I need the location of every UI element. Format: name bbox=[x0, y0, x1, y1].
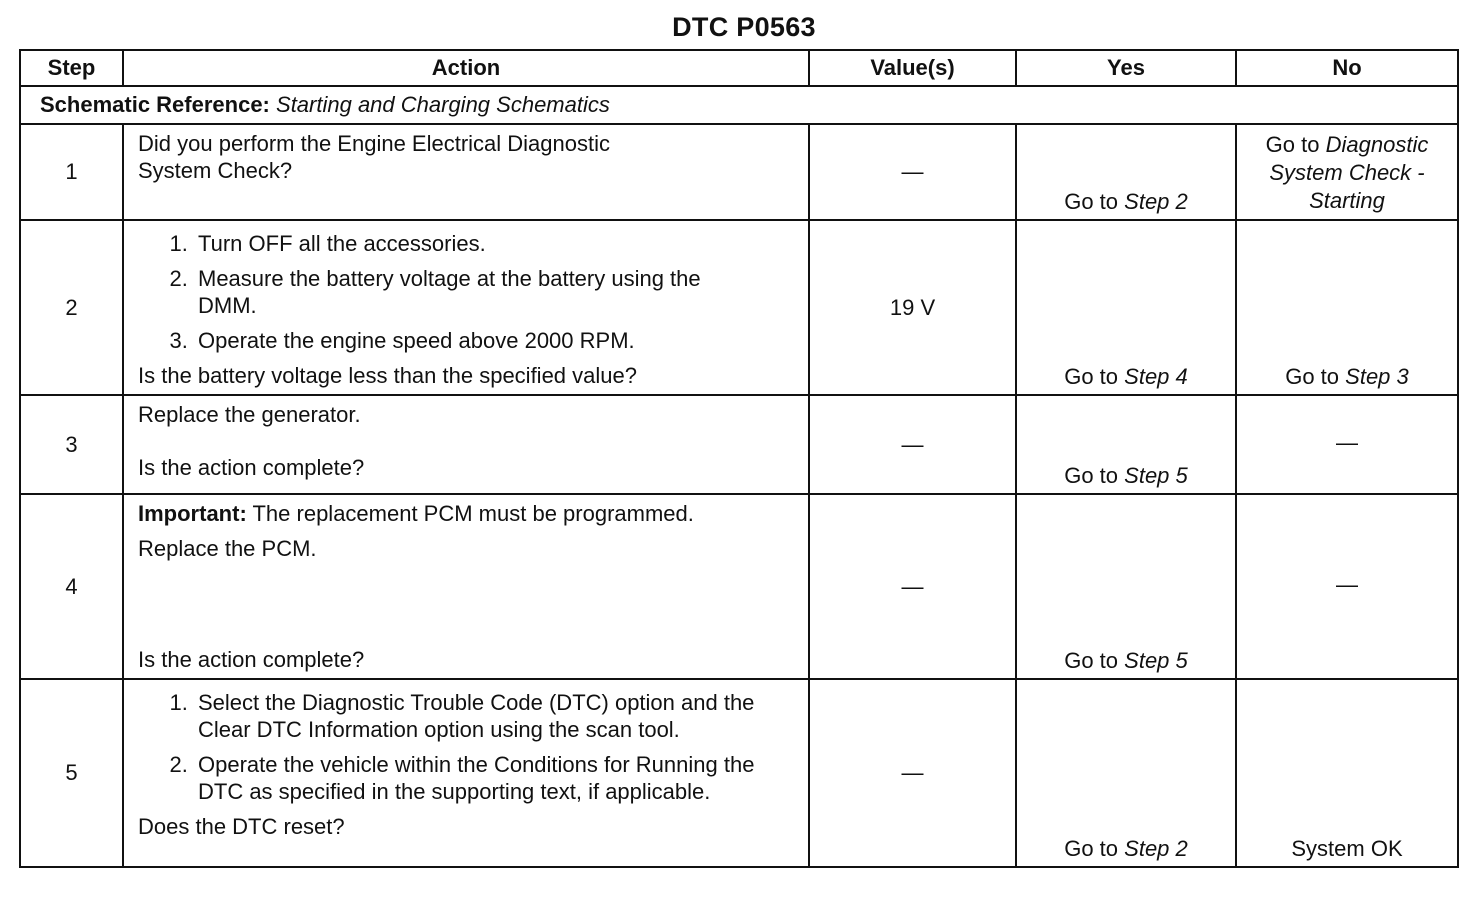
schematic-link[interactable]: Starting and Charging Schematics bbox=[276, 92, 610, 117]
value-cell: — bbox=[809, 494, 1016, 679]
value-cell: — bbox=[809, 124, 1016, 220]
schematic-label: Schematic Reference: bbox=[40, 92, 270, 117]
header-yes: Yes bbox=[1016, 50, 1236, 86]
value-cell: — bbox=[809, 679, 1016, 867]
go-to-text: Go to bbox=[1064, 364, 1119, 389]
yes-cell bbox=[1016, 679, 1236, 867]
step-number: 1 bbox=[20, 124, 123, 220]
header-step: Step bbox=[20, 50, 123, 86]
table-row bbox=[20, 494, 1458, 679]
step-number: 3 bbox=[20, 395, 123, 494]
table-row bbox=[20, 220, 1458, 395]
go-to-text: Go to bbox=[1064, 463, 1119, 488]
no-cell: System OK bbox=[1236, 679, 1458, 867]
yes-step-link[interactable]: Step 5 bbox=[1124, 648, 1188, 673]
action-text: Did you perform the Engine Electrical Diagnostic System Check? bbox=[123, 124, 809, 220]
yes-step-link[interactable]: Step 2 bbox=[1124, 189, 1188, 214]
go-to-text: Go to bbox=[1285, 364, 1340, 389]
table-row bbox=[20, 395, 1458, 494]
value-cell: 19 V bbox=[809, 220, 1016, 395]
action-cell bbox=[123, 494, 809, 679]
yes-step-link[interactable]: Step 2 bbox=[1124, 836, 1188, 861]
action-cell bbox=[123, 395, 809, 494]
action-list-item: 3. Operate the engine speed above 2000 RPM. bbox=[194, 327, 800, 354]
action-list-item: 1. Turn OFF all the accessories. bbox=[194, 230, 800, 257]
action-list bbox=[138, 230, 800, 354]
action-question: Is the battery voltage less than the specified value? bbox=[138, 363, 637, 388]
yes-cell bbox=[1016, 395, 1236, 494]
action-text: Replace the PCM. bbox=[138, 536, 317, 561]
yes-step-link[interactable]: Step 5 bbox=[1124, 463, 1188, 488]
dtc-table bbox=[19, 49, 1459, 868]
step-number: 5 bbox=[20, 679, 123, 867]
important-label: Important: bbox=[138, 501, 247, 526]
important-text: The replacement PCM must be programmed. bbox=[252, 501, 694, 526]
no-cell: — bbox=[1236, 494, 1458, 679]
action-list-item: 2. Operate the vehicle within the Conditions for Running the DTC as specified in the supporting text, if applicable. bbox=[194, 751, 800, 805]
value-cell: — bbox=[809, 395, 1016, 494]
no-cell bbox=[1236, 124, 1458, 220]
action-question: Does the DTC reset? bbox=[138, 814, 345, 839]
page-title: DTC P0563 bbox=[672, 12, 816, 42]
action-list-item: 2. Measure the battery voltage at the battery using the DMM. bbox=[194, 265, 800, 319]
action-question: Is the action complete? bbox=[138, 647, 365, 672]
no-cell bbox=[1236, 220, 1458, 395]
schematic-reference bbox=[20, 86, 1458, 124]
go-to-text: Go to bbox=[1064, 836, 1119, 861]
table-row bbox=[20, 124, 1458, 220]
yes-cell bbox=[1016, 124, 1236, 220]
action-cell bbox=[123, 679, 809, 867]
action-list bbox=[138, 689, 800, 805]
action-cell bbox=[123, 220, 809, 395]
important-note bbox=[138, 500, 800, 527]
no-step-link[interactable]: Diagnostic System Check - Starting bbox=[1269, 132, 1429, 213]
header-no: No bbox=[1236, 50, 1458, 86]
yes-cell bbox=[1016, 220, 1236, 395]
table-row bbox=[20, 679, 1458, 867]
action-question: Is the action complete? bbox=[138, 455, 365, 480]
no-cell: — bbox=[1236, 395, 1458, 494]
go-to-text: Go to bbox=[1265, 132, 1320, 157]
header-action: Action bbox=[123, 50, 809, 86]
action-text: Replace the generator. bbox=[138, 402, 361, 427]
yes-step-link[interactable]: Step 4 bbox=[1124, 364, 1188, 389]
go-to-text: Go to bbox=[1064, 189, 1119, 214]
step-number: 4 bbox=[20, 494, 123, 679]
no-step-link[interactable]: Step 3 bbox=[1345, 364, 1409, 389]
schematic-row bbox=[20, 86, 1458, 124]
step-number: 2 bbox=[20, 220, 123, 395]
header-row bbox=[20, 50, 1458, 86]
go-to-text: Go to bbox=[1064, 648, 1119, 673]
yes-cell bbox=[1016, 494, 1236, 679]
header-values: Value(s) bbox=[809, 50, 1016, 86]
action-list-item: 1. Select the Diagnostic Trouble Code (DTC) option and the Clear DTC Information option using the scan tool. bbox=[194, 689, 800, 743]
